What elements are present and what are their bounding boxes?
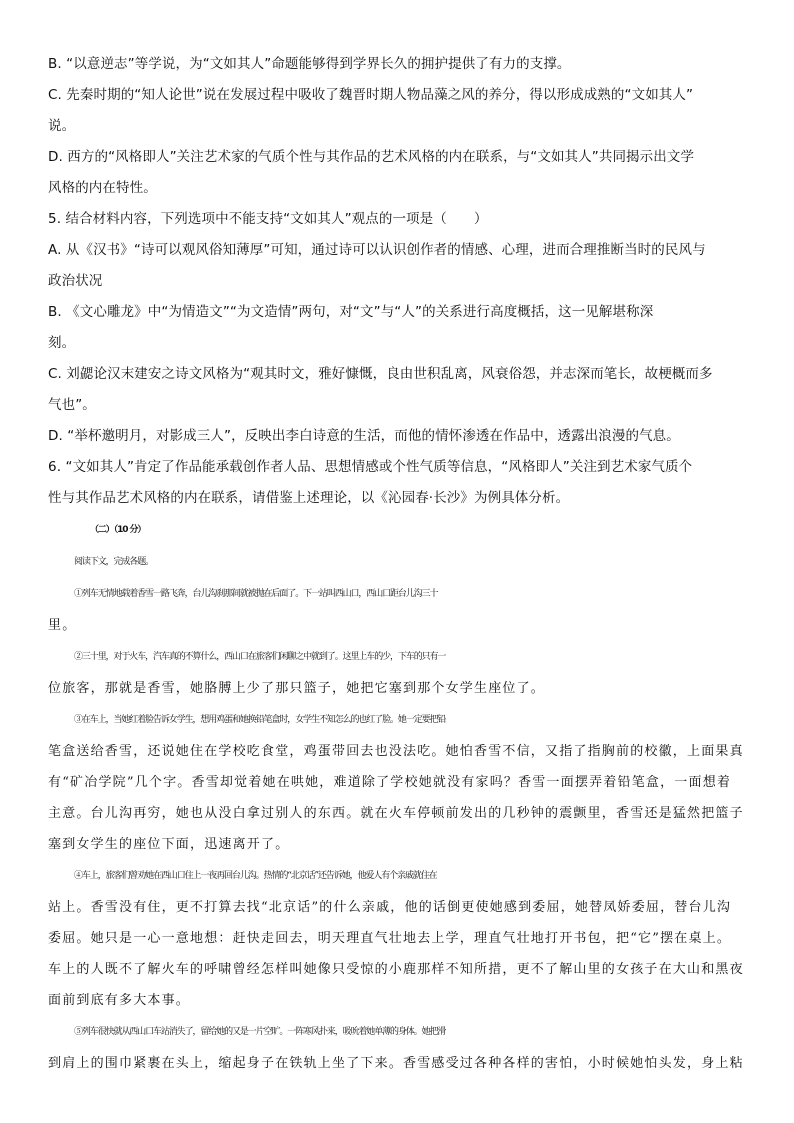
story-paragraph-2-line-1: ②三十里，对于火车，汽车真的不算什么，西山口在旅客们闲聊之中就到了。这里上车的少，下车的只有一 bbox=[74, 652, 446, 662]
q5-option-b-line-2: 刻。 bbox=[48, 335, 76, 351]
story-paragraph-4-line-4: 车上的人既不了解火车的呼啸曾经怎样叫她像只受惊的小鹿那样不知所措，更不了解山里的女孩子在大山和黑夜 bbox=[48, 962, 744, 977]
story-paragraph-4-line-5: 面前到底有多大本事。 bbox=[48, 993, 191, 1008]
story-paragraph-2-line-2: 位旅客，那就是香雪，她胳膊上少了那只篮子，她把它塞到那个女学生座位了。 bbox=[48, 681, 546, 696]
option-c-line-1: C. 先秦时期的“知人论世”说在发展过程中吸收了魏晋时期人物品藻之风的养分，得以形成成熟的“文如其人” bbox=[48, 87, 694, 103]
reading-instruction: 阅读下文，完成各题。 bbox=[74, 557, 154, 567]
story-paragraph-4-line-2: 站上。香雪没有住，更不打算去找“北京话”的什么亲戚，他的话倒更使她感到委屈，她替凤娇委屈，替台儿沟 bbox=[48, 900, 732, 915]
story-paragraph-3-line-1: ③在车上，当她红着脸告诉女学生，想用鸡蛋和她换铅笔盒时，女学生不知怎么的也红了脸。她一定要把铅 bbox=[74, 715, 446, 725]
story-paragraph-1-line-1: ①列车无情地载着香雪一路飞奔，台儿沟刹那间就被抛在后面了。下一站叫西山口，西山口距台儿沟三十 bbox=[74, 589, 438, 599]
story-paragraph-3-line-3: 有“矿冶学院”几个字。香雪却觉着她在哄她，难道除了学校她就没有家吗？香雪一面摆弄着铅笔盒，一面想着 bbox=[48, 775, 732, 790]
story-paragraph-4-line-1: ④车上，旅客们曾劝她在西山口住上一夜再回台儿沟。热情的“北京话”还告诉她，他爱人有个亲戚就住在 bbox=[74, 871, 437, 881]
q5-option-c-line-1: C. 刘勰论汉末建安之诗文风格为“观其时文，雅好慷慨，良由世积乱离，风衰俗怨，并志深而笔长，故梗概而多 bbox=[48, 366, 713, 382]
story-paragraph-1-line-2: 里。 bbox=[48, 618, 77, 633]
question-6-line-2: 性与其作品艺术风格的内在联系，请借鉴上述理论，以《沁园春·长沙》为例具体分析。 bbox=[48, 490, 570, 506]
option-d-line-2: 风格的内在特性。 bbox=[48, 180, 157, 196]
story-paragraph-4-line-3: 委屈。她只是一心一意地想：赶快走回去，明天理直气壮地去上学，理直气壮地打开书包，把“它”摆在桌上。 bbox=[48, 931, 732, 946]
q5-option-d-line: D. “举杯邀明月，对影成三人”，反映出李白诗意的生活，而他的情怀渗透在作品中，透露出浪漫的气息。 bbox=[48, 428, 680, 444]
q5-option-a-line-1: A. 从《汉书》“诗可以观风俗知薄厚”可知，通过诗可以认识创作者的情感、心理，进而合理推断当时的民风与 bbox=[48, 242, 706, 258]
question-5-stem: 5. 结合材料内容，下列选项中不能支持“文如其人”观点的一项是（ ） bbox=[48, 211, 488, 227]
option-b-line: B. “以意逆志”等学说，为“文如其人”命题能够得到学界长久的拥护提供了有力的支撑。 bbox=[48, 56, 571, 72]
story-paragraph-3-line-5: 塞到女学生的座位下面，迅速离开了。 bbox=[48, 837, 290, 852]
q5-option-a-line-2: 政治状况 bbox=[48, 273, 103, 289]
question-6-line-1: 6. “文如其人”肯定了作品能承载创作者人品、思想情感或个性气质等信息，“风格即人”关注到艺术家气质个 bbox=[48, 459, 693, 475]
section-heading: （二）（10 分） bbox=[90, 525, 146, 535]
q5-option-b-line-1: B. 《文心雕龙》中“为情造文”“为文造情”两句，对“文”与“人”的关系进行高度概括，这一见解堪称深 bbox=[48, 304, 654, 320]
story-paragraph-5-line-1: ⑤列车很快就从西山口车站消失了，留给她的又是一片空旷。一阵寒风扑来，吸吮着她单薄的身体。她把滑 bbox=[74, 1027, 446, 1037]
q5-option-c-line-2: 气也”。 bbox=[48, 397, 96, 413]
option-c-line-2: 说。 bbox=[48, 118, 76, 134]
story-paragraph-5-line-2: 到肩上的围巾紧裹在头上，缩起身子在铁轨上坐了下来。香雪感受过各种各样的害怕，小时候她怕头发，身上粘 bbox=[48, 1056, 744, 1071]
story-paragraph-3-line-2: 笔盒送给香雪，还说她住在学校吃食堂，鸡蛋带回去也没法吃。她怕香雪不信，又指了指胸前的校徽，上面果真 bbox=[48, 744, 744, 759]
story-paragraph-3-line-4: 主意。台儿沟再穷，她也从没白拿过别人的东西。就在火车停顿前发出的几秒钟的震颤里，香雪还是猛然把篮子 bbox=[48, 806, 744, 821]
option-d-line-1: D. 西方的“风格即人”关注艺术家的气质个性与其作品的艺术风格的内在联系，与“文如其人”共同揭示出文学 bbox=[48, 149, 695, 165]
